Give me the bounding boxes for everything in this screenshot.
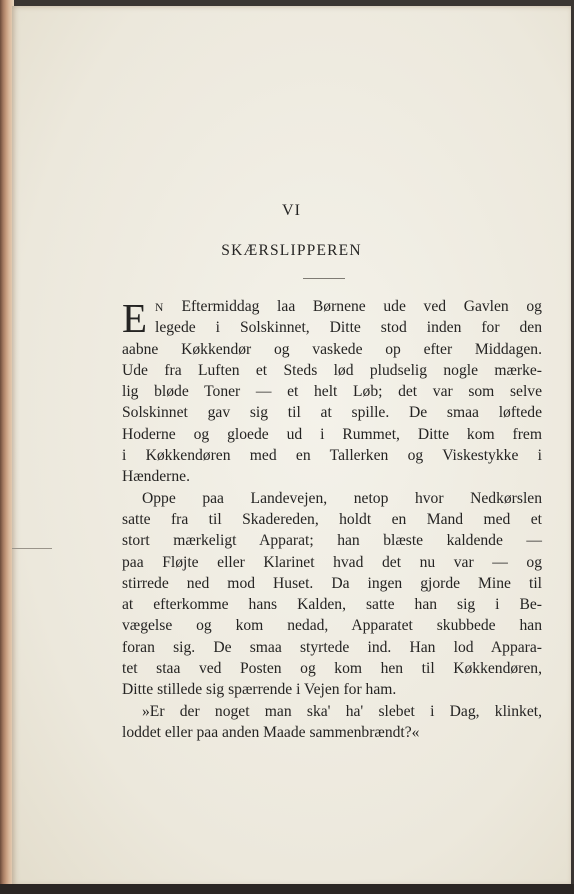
- text-line: i Køkkendøren med en Tallerken og Viskestykke i: [122, 447, 542, 465]
- text-line: Hoderne og gloede ud i Rummet, Ditte kom frem: [122, 425, 542, 443]
- text-line: stirrede ned mod Huset. Da ingen gjorde Mine til: [122, 574, 542, 592]
- paragraph: [122, 701, 542, 744]
- text-line: Oppe paa Landevejen, netop hvor Nedkørslen: [142, 489, 542, 507]
- book-page: [12, 6, 571, 886]
- text-line: stort mærkeligt Apparat; han blæste kaldende —: [122, 532, 542, 550]
- drop-cap: E: [122, 295, 148, 341]
- text-line: loddet eller paa anden Maade sammenbrændt?«: [122, 723, 420, 741]
- text-line: [122, 296, 542, 317]
- text-line: at efterkomme hans Kalden, satte han sig i Be-: [122, 596, 542, 614]
- page-bottom-edge: [0, 884, 574, 894]
- chapter-number: VI: [282, 202, 301, 219]
- chapter-title: SKÆRSLIPPEREN: [221, 242, 362, 259]
- margin-mark: [12, 548, 52, 549]
- text-line: legede i Solskinnet, Ditte stod inden for den: [155, 319, 542, 337]
- paragraph: [122, 488, 542, 701]
- text-line: vægelse og kom nedad, Apparatet skubbede han: [122, 617, 542, 635]
- text-line: »Er der noget man ska' ha' slebet i Dag, klinket,: [142, 702, 542, 720]
- text-line: Ude fra Luften et Steds lød pludselig nogle mærke-: [122, 361, 542, 379]
- text-line: lig bløde Toner — et helt Løb; det var som selve: [122, 383, 542, 401]
- text-line: Ditte stillede sig spærrende i Vejen for ham.: [122, 681, 397, 699]
- paragraph: [122, 296, 542, 488]
- text-line: satte fra til Skadereden, holdt en Mand med et: [122, 510, 542, 528]
- text-line: tet staa ved Posten og kom hen til Køkkendøren,: [122, 660, 542, 678]
- text-line: aabne Køkkendør og vaskede op efter Middagen.: [122, 340, 542, 358]
- text-line: Solskinnet gav sig til at spille. De smaa løftede: [122, 404, 542, 422]
- body-text: [122, 296, 542, 743]
- drop-cap-continuation: N: [155, 302, 164, 314]
- text-line: Hænderne.: [122, 468, 190, 486]
- line-text: Eftermiddag laa Børnene ude ved Gavlen og: [181, 298, 542, 315]
- title-divider: [303, 278, 345, 279]
- text-line: foran sig. De smaa styrtede ind. Han lod Appara-: [122, 638, 542, 656]
- text-line: paa Fløjte eller Klarinet hvad det nu var — og: [122, 553, 542, 571]
